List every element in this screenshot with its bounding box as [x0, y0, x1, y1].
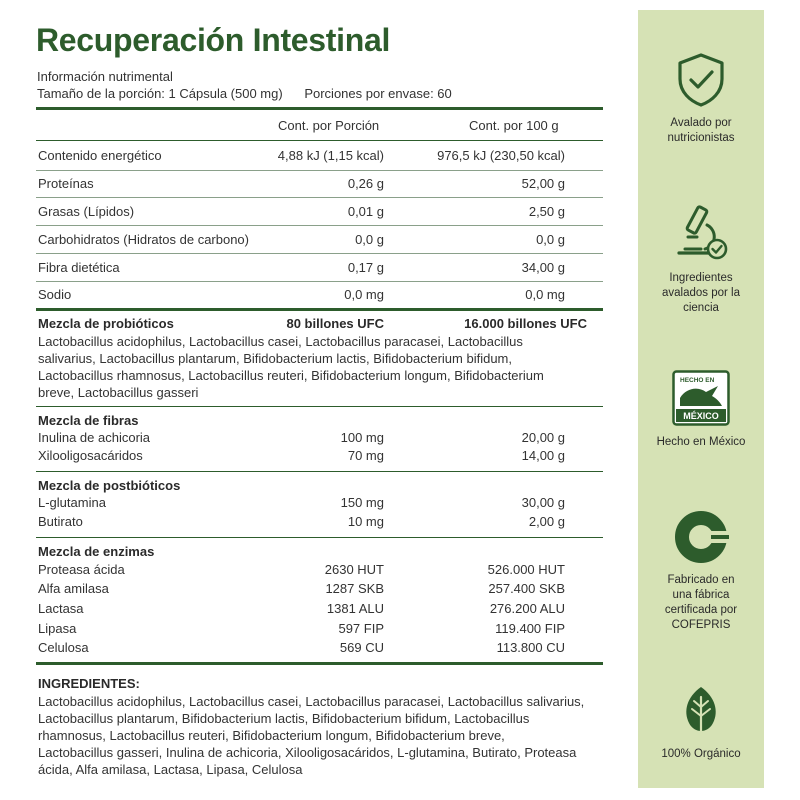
badge-line: nutricionistas — [667, 132, 735, 144]
ingredients-line: Lactobacillus plantarum, Bifidobacterium lactis, Bifidobacterium bifidum, Lactobacillus — [38, 711, 530, 726]
nutrient-name: Carbohidratos (Hidratos de carbono) — [38, 232, 249, 247]
nutrient-per-100g: 34,00 g — [521, 260, 565, 275]
fibers-title: Mezcla de fibras — [38, 413, 139, 428]
badge-nutritionists — [638, 52, 764, 146]
ingredients-line: rhamnosus, Lactobacillus reuteri, Bifidobacterium longum, Bifidobacterium breve, — [38, 728, 505, 743]
section-rule — [36, 537, 603, 538]
enzyme-name: Alfa amilasa — [38, 581, 109, 596]
enzyme-per-100g: 276.200 ALU — [489, 601, 565, 616]
postbiotic-per-100g: 2,00 g — [528, 514, 565, 529]
badge-text — [638, 747, 764, 762]
badge-line: 100% Orgánico — [661, 748, 741, 760]
microscope-icon — [671, 203, 731, 263]
probiotics-line: breve, Lactobacillus gasseri — [38, 385, 199, 400]
logo-text-top: HECHO EN — [680, 377, 715, 384]
col-header-per-serving: Cont. por Porción — [278, 118, 380, 133]
ingredients-line: Lactobacillus gasseri, Inulina de achicoria, Xilooligosacáridos, L-glutamina, Butirato, Proteasa — [38, 745, 577, 760]
ingredients-text — [38, 693, 603, 778]
page-title: Recuperación Intestinal — [36, 22, 391, 58]
postbiotic-name: Butirato — [38, 514, 83, 529]
row-divider — [36, 170, 603, 171]
row-divider — [36, 281, 603, 282]
header-rule — [36, 140, 603, 141]
enzyme-per-serving: 1381 ALU — [326, 601, 384, 616]
badge-line: Fabricado en — [667, 574, 735, 586]
nutrient-name: Fibra dietética — [38, 260, 120, 275]
nutrient-per-100g: 0,0 g — [536, 232, 565, 247]
cofepris-c-icon — [673, 509, 729, 565]
enzyme-per-serving: 569 CU — [339, 640, 384, 655]
postbiotics-title: Mezcla de postbióticos — [38, 478, 181, 493]
postbiotic-per-100g: 30,00 g — [521, 495, 565, 510]
badge-line: ciencia — [683, 302, 719, 314]
probiotics-strains — [38, 333, 603, 401]
badge-line: Avalado por — [670, 117, 732, 129]
enzyme-per-serving: 2630 HUT — [324, 562, 384, 577]
enzyme-per-100g: 257.400 SKB — [488, 581, 565, 596]
enzyme-per-100g: 119.400 FIP — [495, 621, 565, 636]
logo-text-bottom: MÉXICO — [683, 411, 719, 421]
enzyme-per-100g: 113.800 CU — [496, 640, 565, 655]
shield-check-icon — [675, 52, 727, 108]
enzyme-per-100g: 526.000 HUT — [487, 562, 565, 577]
badge-text — [638, 573, 764, 633]
badge-text — [638, 116, 764, 146]
badge-line: certificada por — [664, 604, 738, 616]
enzyme-name: Lipasa — [38, 621, 77, 636]
table-bottom-rule — [36, 662, 603, 665]
row-divider — [36, 225, 603, 226]
badge-text — [638, 435, 764, 450]
postbiotic-per-serving: 10 mg — [347, 514, 384, 529]
enzymes-title: Mezcla de enzimas — [38, 544, 155, 559]
postbiotic-per-serving: 150 mg — [340, 495, 384, 510]
fiber-per-100g: 20,00 g — [521, 430, 565, 445]
nutrient-per-100g: 52,00 g — [521, 176, 565, 191]
serving-info — [37, 86, 452, 101]
badges-sidebar — [638, 10, 764, 788]
probiotics-per-100g: 16.000 billones UFC — [464, 316, 587, 331]
enzyme-name: Lactasa — [38, 601, 84, 616]
badge-science — [638, 203, 764, 316]
nutrient-per-100g: 976,5 kJ (230,50 kcal) — [437, 148, 565, 163]
serving-size: Tamaño de la porción: 1 Cápsula (500 mg) — [37, 86, 283, 101]
probiotics-line: Lactobacillus acidophilus, Lactobacillus casei, Lactobacillus paracasei, Lactobacillus — [38, 334, 523, 349]
ingredients-line: Lactobacillus acidophilus, Lactobacillus casei, Lactobacillus paracasei, Lactobacillus salivarius, — [38, 694, 585, 709]
nutrient-per-serving: 0,0 mg — [344, 287, 384, 302]
probiotics-per-serving: 80 billones UFC — [286, 316, 384, 331]
col-header-per-100g: Cont. por 100 g — [469, 118, 559, 133]
table-top-rule — [36, 107, 603, 110]
badge-line: avalados por la — [662, 287, 740, 299]
hecho-en-mexico-logo — [672, 370, 730, 426]
nutrient-per-100g: 0,0 mg — [525, 287, 565, 302]
servings-per-container: Porciones por envase: 60 — [304, 86, 452, 101]
postbiotic-name: L-glutamina — [38, 495, 106, 510]
nutrient-per-serving: 0,17 g — [347, 260, 384, 275]
fiber-per-serving: 100 mg — [340, 430, 384, 445]
badge-line: COFEPRIS — [671, 619, 731, 631]
fiber-per-serving: 70 mg — [347, 448, 384, 463]
row-divider — [36, 253, 603, 254]
nutrient-name: Grasas (Lípidos) — [38, 204, 135, 219]
info-label: Información nutrimental — [37, 69, 173, 84]
nutrient-per-serving: 0,0 g — [355, 232, 384, 247]
ingredients-line: ácida, Alfa amilasa, Lactasa, Lipasa, Celulosa — [38, 762, 303, 777]
leaf-icon — [677, 685, 725, 737]
badge-made-in-mexico — [638, 370, 764, 450]
nutrient-per-serving: 0,01 g — [347, 204, 384, 219]
probiotics-title: Mezcla de probióticos — [38, 316, 174, 331]
badge-cofepris — [638, 509, 764, 633]
nutrient-name: Proteínas — [38, 176, 94, 191]
enzyme-name: Proteasa ácida — [38, 562, 125, 577]
nutrient-name: Sodio — [38, 287, 72, 302]
section-rule — [36, 406, 603, 407]
nutrient-name: Contenido energético — [38, 148, 162, 163]
row-divider — [36, 197, 603, 198]
fiber-name: Xilooligosacáridos — [38, 448, 143, 463]
fiber-per-100g: 14,00 g — [521, 448, 565, 463]
badge-organic — [638, 685, 764, 762]
badge-text — [638, 271, 764, 316]
section-rule — [36, 471, 603, 472]
section-rule — [36, 308, 603, 311]
badge-line: Ingredientes — [669, 272, 733, 284]
badge-line: Hecho en México — [656, 436, 746, 448]
nutrient-per-serving: 4,88 kJ (1,15 kcal) — [277, 148, 384, 163]
enzyme-per-serving: 597 FIP — [338, 621, 384, 636]
enzyme-name: Celulosa — [38, 640, 89, 655]
enzyme-per-serving: 1287 SKB — [325, 581, 384, 596]
probiotics-line: Lactobacillus rhamnosus, Lactobacillus reuteri, Bifidobacterium longum, Bifidobacterium — [38, 368, 544, 383]
nutrient-per-100g: 2,50 g — [528, 204, 565, 219]
badge-line: una fábrica — [672, 589, 730, 601]
probiotics-line: salivarius, Lactobacillus plantarum, Bifidobacterium lactis, Bifidobacterium bifidum, — [38, 351, 512, 366]
fiber-name: Inulina de achicoria — [38, 430, 151, 445]
nutrient-per-serving: 0,26 g — [347, 176, 384, 191]
ingredients-title: INGREDIENTES: — [38, 676, 140, 691]
